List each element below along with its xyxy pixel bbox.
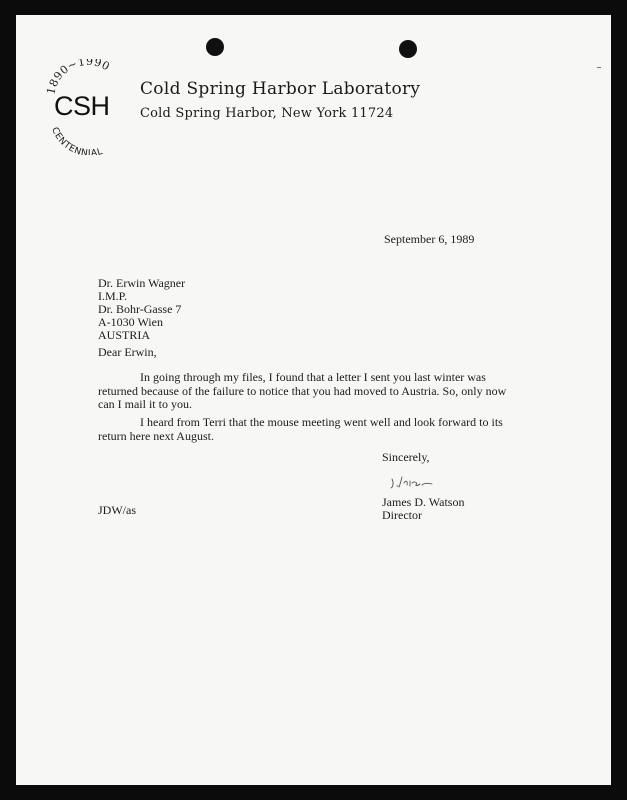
signer-title: Director — [382, 508, 422, 522]
letter-page — [16, 15, 611, 785]
logo-years: 1890~1990 — [44, 59, 113, 96]
signer-name: James D. Watson — [382, 495, 465, 509]
punch-hole-left — [206, 38, 224, 56]
edge-mark — [597, 67, 601, 68]
recipient-city: A-1030 Wien — [98, 315, 163, 329]
recipient-country: AUSTRIA — [98, 328, 151, 342]
recipient-name: Dr. Erwin Wagner — [98, 276, 186, 290]
paragraph-line: In going through my files, I found that a letter I sent you last winter was — [140, 370, 486, 384]
salutation: Dear Erwin, — [98, 345, 157, 359]
body-paragraph-2 — [98, 416, 530, 443]
typist-initials: JDW/as — [98, 503, 136, 517]
logo-initials: CSH — [54, 91, 110, 121]
laboratory-name: Cold Spring Harbor Laboratory — [140, 79, 421, 99]
laboratory-address: Cold Spring Harbor, New York 11724 — [140, 106, 394, 121]
csh-centennial-logo — [40, 59, 136, 155]
paragraph-line: I heard from Terri that the mouse meeting went well and look forward to its — [140, 415, 503, 429]
handwritten-signature — [388, 471, 448, 491]
paragraph-line: can I mail it to you. — [98, 397, 192, 411]
punch-hole-right — [399, 40, 417, 58]
recipient-street: Dr. Bohr-Gasse 7 — [98, 302, 182, 316]
closing: Sincerely, — [382, 450, 430, 464]
logo-caption: CENTENNIAL — [49, 126, 105, 155]
body-paragraph-1 — [98, 371, 530, 412]
recipient-institute: I.M.P. — [98, 289, 128, 303]
paragraph-line: returned because of the failure to notice that you had moved to Austria. So, only now — [98, 383, 507, 398]
svg-text:CENTENNIAL — [49, 126, 104, 155]
letter-date: September 6, 1989 — [384, 232, 475, 246]
csh-logo-icon — [40, 59, 136, 155]
paragraph-line: return here next August. — [98, 428, 214, 443]
